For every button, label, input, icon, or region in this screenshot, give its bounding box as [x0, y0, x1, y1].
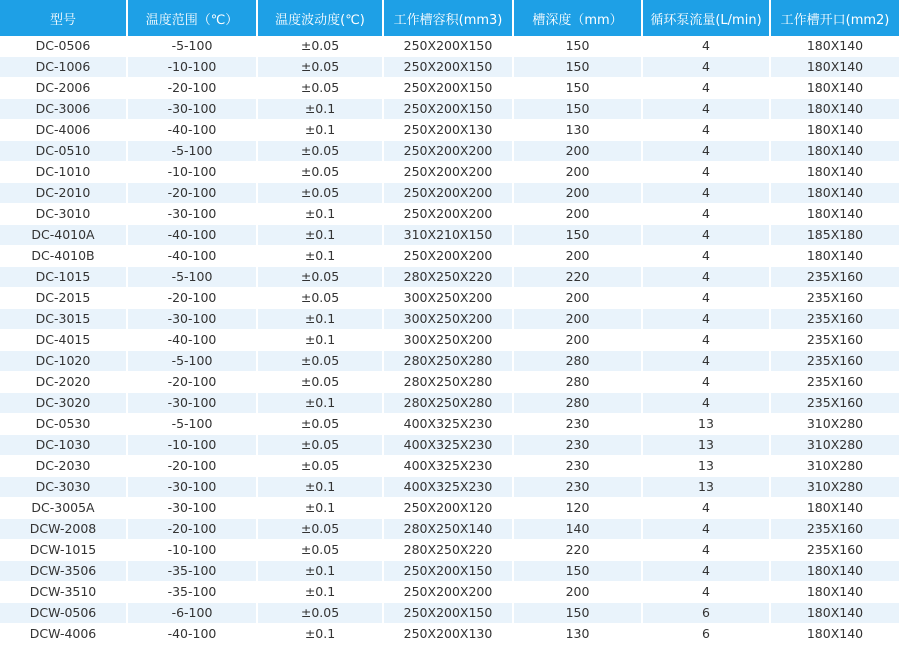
- cell-tank-depth: 280: [514, 393, 643, 414]
- cell-pump-flow: 13: [643, 414, 771, 435]
- table-row: [0, 120, 899, 141]
- cell-temp-fluctuation: ±0.1: [258, 477, 384, 498]
- cell-tank-depth: 150: [514, 78, 643, 99]
- cell-tank-opening: 235X160: [771, 540, 899, 561]
- cell-tank-depth: 230: [514, 414, 643, 435]
- table-header: [0, 0, 899, 36]
- table-row: [0, 582, 899, 603]
- table-row: [0, 456, 899, 477]
- cell-model: DC-3005A: [0, 498, 128, 519]
- cell-tank-volume: 400X325X230: [384, 414, 514, 435]
- cell-tank-volume: 250X200X150: [384, 57, 514, 78]
- table-row: [0, 519, 899, 540]
- table-row: [0, 624, 899, 645]
- cell-temp-range: -5-100: [128, 267, 258, 288]
- cell-tank-volume: 250X200X150: [384, 99, 514, 120]
- cell-tank-opening: 180X140: [771, 498, 899, 519]
- table-row: [0, 372, 899, 393]
- cell-model: DCW-3510: [0, 582, 128, 603]
- cell-tank-opening: 310X280: [771, 456, 899, 477]
- cell-tank-depth: 200: [514, 204, 643, 225]
- cell-tank-depth: 200: [514, 246, 643, 267]
- header-tank-depth: 槽深度（mm）: [514, 0, 643, 36]
- cell-model: DCW-4006: [0, 624, 128, 645]
- table-row: [0, 414, 899, 435]
- cell-tank-opening: 310X280: [771, 477, 899, 498]
- table-row: [0, 330, 899, 351]
- cell-temp-fluctuation: ±0.1: [258, 225, 384, 246]
- header-model: 型号: [0, 0, 128, 36]
- cell-tank-volume: 250X200X150: [384, 36, 514, 57]
- cell-tank-depth: 280: [514, 372, 643, 393]
- header-row: [0, 0, 899, 36]
- table-row: [0, 603, 899, 624]
- cell-tank-volume: 280X250X280: [384, 351, 514, 372]
- cell-temp-fluctuation: ±0.1: [258, 393, 384, 414]
- table-row: [0, 477, 899, 498]
- cell-temp-range: -5-100: [128, 414, 258, 435]
- table-row: [0, 225, 899, 246]
- cell-temp-fluctuation: ±0.1: [258, 330, 384, 351]
- cell-tank-opening: 180X140: [771, 57, 899, 78]
- cell-tank-volume: 300X250X200: [384, 330, 514, 351]
- cell-temp-range: -35-100: [128, 561, 258, 582]
- cell-pump-flow: 4: [643, 225, 771, 246]
- cell-tank-depth: 280: [514, 351, 643, 372]
- cell-tank-depth: 200: [514, 183, 643, 204]
- cell-model: DC-1006: [0, 57, 128, 78]
- cell-temp-range: -6-100: [128, 603, 258, 624]
- cell-model: DC-4015: [0, 330, 128, 351]
- cell-model: DC-3015: [0, 309, 128, 330]
- cell-tank-opening: 180X140: [771, 561, 899, 582]
- cell-model: DC-4010B: [0, 246, 128, 267]
- cell-temp-range: -30-100: [128, 99, 258, 120]
- cell-model: DC-0530: [0, 414, 128, 435]
- cell-temp-range: -20-100: [128, 78, 258, 99]
- cell-temp-range: -40-100: [128, 225, 258, 246]
- cell-tank-depth: 130: [514, 120, 643, 141]
- table-row: [0, 498, 899, 519]
- cell-tank-depth: 200: [514, 288, 643, 309]
- cell-tank-volume: 280X250X280: [384, 393, 514, 414]
- cell-pump-flow: 4: [643, 183, 771, 204]
- cell-model: DC-2020: [0, 372, 128, 393]
- cell-temp-fluctuation: ±0.05: [258, 162, 384, 183]
- cell-tank-depth: 150: [514, 561, 643, 582]
- cell-temp-range: -20-100: [128, 183, 258, 204]
- cell-tank-volume: 250X200X200: [384, 183, 514, 204]
- cell-pump-flow: 4: [643, 540, 771, 561]
- cell-model: DCW-0506: [0, 603, 128, 624]
- cell-tank-opening: 180X140: [771, 36, 899, 57]
- cell-temp-fluctuation: ±0.1: [258, 309, 384, 330]
- cell-tank-opening: 235X160: [771, 393, 899, 414]
- cell-temp-range: -20-100: [128, 456, 258, 477]
- cell-pump-flow: 13: [643, 477, 771, 498]
- cell-temp-fluctuation: ±0.05: [258, 267, 384, 288]
- cell-temp-range: -40-100: [128, 120, 258, 141]
- cell-tank-depth: 150: [514, 99, 643, 120]
- cell-temp-fluctuation: ±0.05: [258, 183, 384, 204]
- cell-tank-volume: 400X325X230: [384, 477, 514, 498]
- cell-tank-opening: 235X160: [771, 267, 899, 288]
- cell-tank-depth: 200: [514, 582, 643, 603]
- cell-temp-fluctuation: ±0.1: [258, 204, 384, 225]
- cell-pump-flow: 4: [643, 582, 771, 603]
- cell-tank-opening: 180X140: [771, 204, 899, 225]
- cell-pump-flow: 4: [643, 288, 771, 309]
- cell-pump-flow: 6: [643, 624, 771, 645]
- cell-temp-fluctuation: ±0.05: [258, 372, 384, 393]
- cell-tank-opening: 180X140: [771, 246, 899, 267]
- cell-temp-range: -30-100: [128, 477, 258, 498]
- cell-temp-fluctuation: ±0.1: [258, 582, 384, 603]
- cell-temp-range: -35-100: [128, 582, 258, 603]
- cell-pump-flow: 4: [643, 120, 771, 141]
- cell-model: DC-2015: [0, 288, 128, 309]
- cell-model: DC-4010A: [0, 225, 128, 246]
- cell-tank-volume: 250X200X150: [384, 561, 514, 582]
- header-pump-flow: 循环泵流量(L/min): [643, 0, 771, 36]
- cell-temp-fluctuation: ±0.1: [258, 498, 384, 519]
- table-row: [0, 561, 899, 582]
- cell-model: DC-3006: [0, 99, 128, 120]
- cell-pump-flow: 4: [643, 162, 771, 183]
- cell-tank-volume: 250X200X130: [384, 624, 514, 645]
- cell-temp-fluctuation: ±0.05: [258, 435, 384, 456]
- table-row: [0, 540, 899, 561]
- cell-pump-flow: 4: [643, 99, 771, 120]
- cell-temp-fluctuation: ±0.05: [258, 78, 384, 99]
- cell-temp-range: -30-100: [128, 309, 258, 330]
- cell-tank-volume: 250X200X200: [384, 204, 514, 225]
- cell-tank-opening: 180X140: [771, 624, 899, 645]
- cell-temp-range: -20-100: [128, 372, 258, 393]
- table-row: [0, 246, 899, 267]
- cell-temp-fluctuation: ±0.05: [258, 288, 384, 309]
- cell-temp-range: -20-100: [128, 519, 258, 540]
- cell-pump-flow: 4: [643, 204, 771, 225]
- cell-tank-volume: 280X250X140: [384, 519, 514, 540]
- header-tank-volume: 工作槽容积(mm3): [384, 0, 514, 36]
- cell-tank-volume: 250X200X200: [384, 246, 514, 267]
- cell-model: DCW-3506: [0, 561, 128, 582]
- cell-temp-range: -40-100: [128, 624, 258, 645]
- cell-tank-volume: 250X200X130: [384, 120, 514, 141]
- cell-tank-opening: 185X180: [771, 225, 899, 246]
- cell-tank-volume: 250X200X150: [384, 603, 514, 624]
- table-row: [0, 78, 899, 99]
- cell-tank-depth: 220: [514, 267, 643, 288]
- cell-temp-range: -10-100: [128, 162, 258, 183]
- cell-tank-volume: 300X250X200: [384, 309, 514, 330]
- cell-temp-fluctuation: ±0.05: [258, 540, 384, 561]
- cell-temp-range: -30-100: [128, 498, 258, 519]
- cell-temp-range: -5-100: [128, 351, 258, 372]
- cell-model: DC-1030: [0, 435, 128, 456]
- cell-tank-opening: 310X280: [771, 435, 899, 456]
- cell-tank-depth: 200: [514, 141, 643, 162]
- cell-temp-fluctuation: ±0.05: [258, 57, 384, 78]
- cell-pump-flow: 4: [643, 141, 771, 162]
- cell-temp-range: -10-100: [128, 435, 258, 456]
- cell-tank-volume: 250X200X200: [384, 162, 514, 183]
- cell-tank-depth: 200: [514, 162, 643, 183]
- cell-pump-flow: 4: [643, 330, 771, 351]
- cell-pump-flow: 4: [643, 267, 771, 288]
- cell-tank-depth: 200: [514, 330, 643, 351]
- cell-tank-opening: 180X140: [771, 141, 899, 162]
- cell-temp-range: -40-100: [128, 330, 258, 351]
- cell-tank-opening: 235X160: [771, 330, 899, 351]
- cell-pump-flow: 4: [643, 36, 771, 57]
- cell-tank-opening: 180X140: [771, 582, 899, 603]
- cell-temp-fluctuation: ±0.05: [258, 456, 384, 477]
- cell-tank-volume: 280X250X220: [384, 267, 514, 288]
- cell-tank-volume: 310X210X150: [384, 225, 514, 246]
- table-row: [0, 309, 899, 330]
- cell-tank-opening: 235X160: [771, 519, 899, 540]
- cell-tank-depth: 220: [514, 540, 643, 561]
- cell-model: DC-2006: [0, 78, 128, 99]
- cell-tank-volume: 400X325X230: [384, 435, 514, 456]
- cell-pump-flow: 4: [643, 57, 771, 78]
- cell-temp-fluctuation: ±0.05: [258, 603, 384, 624]
- cell-tank-depth: 130: [514, 624, 643, 645]
- cell-tank-opening: 180X140: [771, 603, 899, 624]
- cell-pump-flow: 6: [643, 603, 771, 624]
- cell-temp-fluctuation: ±0.1: [258, 246, 384, 267]
- cell-pump-flow: 4: [643, 561, 771, 582]
- cell-tank-depth: 230: [514, 456, 643, 477]
- cell-tank-volume: 280X250X220: [384, 540, 514, 561]
- cell-tank-opening: 180X140: [771, 162, 899, 183]
- cell-tank-depth: 230: [514, 477, 643, 498]
- cell-model: DC-0510: [0, 141, 128, 162]
- cell-model: DC-2030: [0, 456, 128, 477]
- cell-temp-fluctuation: ±0.1: [258, 561, 384, 582]
- cell-temp-fluctuation: ±0.05: [258, 141, 384, 162]
- cell-tank-volume: 250X200X200: [384, 582, 514, 603]
- cell-temp-range: -10-100: [128, 57, 258, 78]
- cell-pump-flow: 4: [643, 393, 771, 414]
- cell-temp-fluctuation: ±0.1: [258, 99, 384, 120]
- table-row: [0, 57, 899, 78]
- cell-pump-flow: 4: [643, 309, 771, 330]
- cell-temp-range: -20-100: [128, 288, 258, 309]
- cell-tank-volume: 250X200X120: [384, 498, 514, 519]
- cell-tank-volume: 300X250X200: [384, 288, 514, 309]
- table-row: [0, 288, 899, 309]
- cell-tank-opening: 235X160: [771, 372, 899, 393]
- cell-tank-opening: 180X140: [771, 78, 899, 99]
- cell-model: DC-1015: [0, 267, 128, 288]
- cell-tank-opening: 235X160: [771, 351, 899, 372]
- cell-pump-flow: 13: [643, 435, 771, 456]
- table-row: [0, 351, 899, 372]
- cell-tank-opening: 180X140: [771, 99, 899, 120]
- cell-tank-depth: 230: [514, 435, 643, 456]
- cell-pump-flow: 4: [643, 498, 771, 519]
- cell-tank-opening: 180X140: [771, 120, 899, 141]
- cell-tank-volume: 400X325X230: [384, 456, 514, 477]
- cell-tank-depth: 150: [514, 603, 643, 624]
- header-temp-range: 温度范围（℃）: [128, 0, 258, 36]
- table-row: [0, 141, 899, 162]
- cell-tank-depth: 150: [514, 36, 643, 57]
- cell-model: DCW-2008: [0, 519, 128, 540]
- cell-tank-depth: 140: [514, 519, 643, 540]
- cell-model: DC-1010: [0, 162, 128, 183]
- table-row: [0, 183, 899, 204]
- cell-temp-fluctuation: ±0.1: [258, 120, 384, 141]
- cell-tank-volume: 250X200X200: [384, 141, 514, 162]
- cell-model: DC-2010: [0, 183, 128, 204]
- cell-pump-flow: 4: [643, 351, 771, 372]
- cell-model: DC-3020: [0, 393, 128, 414]
- cell-temp-range: -30-100: [128, 393, 258, 414]
- header-tank-opening: 工作槽开口(mm2): [771, 0, 899, 36]
- cell-tank-opening: 235X160: [771, 309, 899, 330]
- cell-tank-depth: 200: [514, 309, 643, 330]
- cell-tank-depth: 150: [514, 225, 643, 246]
- cell-tank-opening: 310X280: [771, 414, 899, 435]
- table-row: [0, 435, 899, 456]
- table-row: [0, 99, 899, 120]
- cell-model: DCW-1015: [0, 540, 128, 561]
- table-row: [0, 267, 899, 288]
- table-row: [0, 162, 899, 183]
- cell-temp-range: -5-100: [128, 141, 258, 162]
- cell-model: DC-1020: [0, 351, 128, 372]
- cell-temp-range: -10-100: [128, 540, 258, 561]
- cell-model: DC-3030: [0, 477, 128, 498]
- cell-temp-fluctuation: ±0.05: [258, 36, 384, 57]
- cell-temp-fluctuation: ±0.05: [258, 519, 384, 540]
- header-temp-fluctuation: 温度波动度(℃): [258, 0, 384, 36]
- table-row: [0, 204, 899, 225]
- table-row: [0, 393, 899, 414]
- cell-tank-depth: 120: [514, 498, 643, 519]
- cell-temp-fluctuation: ±0.05: [258, 414, 384, 435]
- cell-pump-flow: 4: [643, 78, 771, 99]
- cell-pump-flow: 4: [643, 519, 771, 540]
- cell-tank-opening: 180X140: [771, 183, 899, 204]
- cell-tank-volume: 280X250X280: [384, 372, 514, 393]
- cell-temp-fluctuation: ±0.1: [258, 624, 384, 645]
- cell-pump-flow: 13: [643, 456, 771, 477]
- table-body: [0, 36, 899, 645]
- cell-temp-fluctuation: ±0.05: [258, 351, 384, 372]
- cell-model: DC-0506: [0, 36, 128, 57]
- cell-model: DC-4006: [0, 120, 128, 141]
- table-row: [0, 36, 899, 57]
- cell-pump-flow: 4: [643, 372, 771, 393]
- cell-tank-volume: 250X200X150: [384, 78, 514, 99]
- cell-tank-depth: 150: [514, 57, 643, 78]
- cell-pump-flow: 4: [643, 246, 771, 267]
- cell-temp-range: -5-100: [128, 36, 258, 57]
- cell-tank-opening: 235X160: [771, 288, 899, 309]
- cell-temp-range: -30-100: [128, 204, 258, 225]
- cell-model: DC-3010: [0, 204, 128, 225]
- cell-temp-range: -40-100: [128, 246, 258, 267]
